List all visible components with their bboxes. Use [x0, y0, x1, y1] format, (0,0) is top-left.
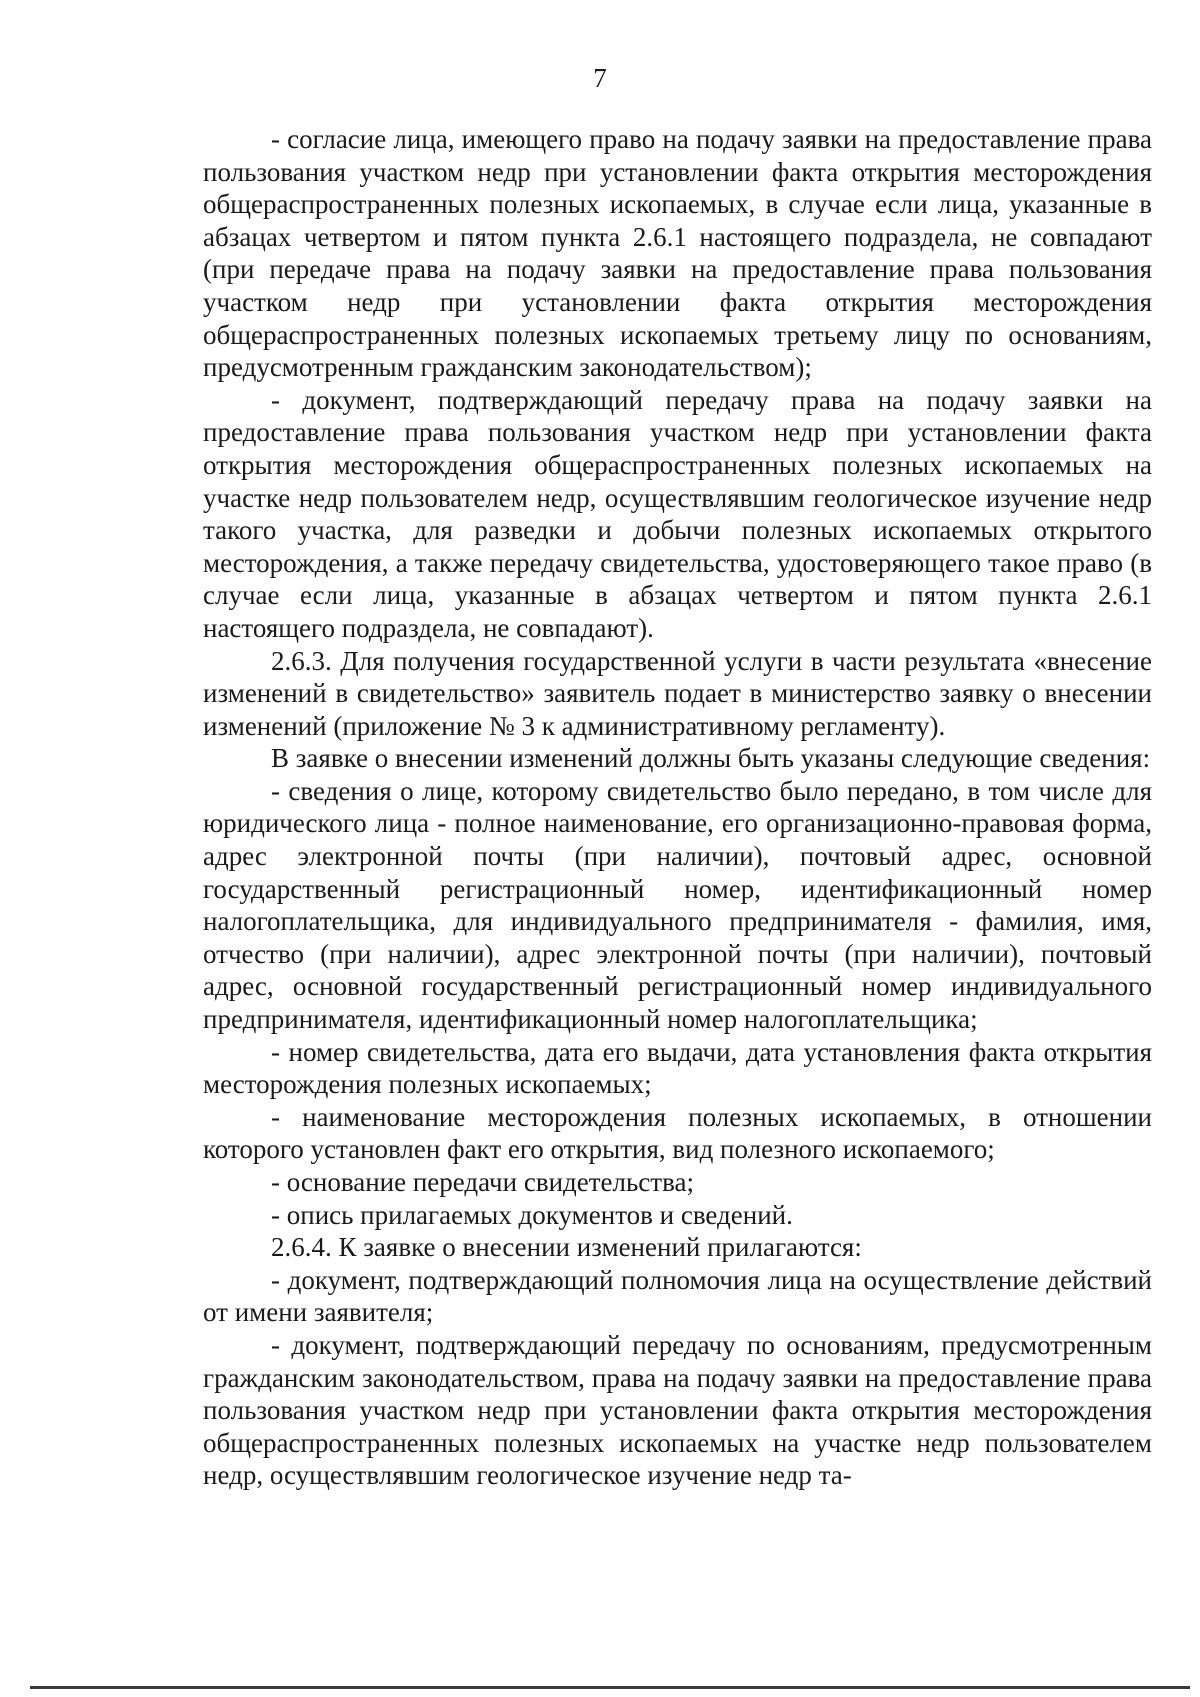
paragraph-authority-document: - документ, подтверждающий полномочия лица на осуществление действий от имени заявителя;: [203, 1264, 1152, 1328]
paragraph-application-contents: В заявке о внесении изменений должны быть указаны следующие сведения:: [271, 743, 1151, 774]
document-body: [203, 123, 1152, 1492]
paragraph-person-details: - сведения о лице, которому свидетельство было передано, в том числе для юридического лица - полное наименование, его организационно-правовая форма, адрес электронной почты (при наличии), почтовый адрес, основной государственный регистрационный номер, идентификационный номер налогоплательщика, для индивидуального предпринимателя - фамилия, имя, отчество (при наличии), адрес электронной почты (при наличии), почтовый адрес, основной государственный регистрационный номер индивидуального предпринимателя, идентификационный номер налогоплательщика;: [203, 775, 1152, 1035]
paragraph-transfer-basis: - основание передачи свидетельства;: [271, 1167, 694, 1197]
paragraph-rights-transfer-document: - документ, подтверждающий передачу по основаниям, предусмотренным гражданским законодательством, права на подачу заявки на предоставление права пользования участком недр при установлении факта открытия месторождения общераспространенных полезных ископаемых на участке недр пользователем недр, осуществлявшим геологическое изучение недр та-: [203, 1329, 1152, 1491]
paragraph-certificate-number: - номер свидетельства, дата его выдачи, дата установления факта открытия месторождения полезных ископаемых;: [203, 1036, 1152, 1100]
paragraph-deposit-name: - наименование месторождения полезных ископаемых, в отношении которого установлен факт его открытия, вид полезного ископаемого;: [203, 1101, 1152, 1165]
page-number: 7: [593, 63, 607, 93]
paragraph-transfer-document: - документ, подтверждающий передачу права на подачу заявки на предоставление права пользования участком недр при установлении факта открытия месторождения общераспространенных полезных ископаемых на участке недр пользователем недр, осуществлявшим геологическое изучение недр такого участка, для разведки и добычи полезных ископаемых открытого месторождения, а также передачу свидетельства, удостоверяющего такое право (в случае если лица, указанные в абзацах четвертом и пятом пункта 2.6.1 настоящего подраздела, не совпадают).: [203, 384, 1152, 643]
scan-edge-line: [30, 1686, 1190, 1689]
paragraph-consent: - согласие лица, имеющего право на подачу заявки на предоставление права пользования участком недр при установлении факта открытия месторождения общераспространенных полезных ископаемых, в случае если лица, указанные в абзацах четвертом и пятом пункта 2.6.1 настоящего подраздела, не совпадают (при передаче права на подачу заявки на предоставление права пользования участком недр при установлении факта открытия месторождения общераспространенных полезных ископаемых третьему лицу по основаниям, предусмотренным гражданским законодательством);: [203, 124, 1152, 383]
paragraph-inventory: - опись прилагаемых документов и сведений.: [271, 1199, 793, 1230]
paragraph-2-6-3: 2.6.3. Для получения государственной услуги в части результата «внесение изменений в свидетельство» заявитель подает в министерство заявку о внесении изменений (приложение № 3 к административному регламенту).: [203, 645, 1152, 741]
paragraph-2-6-4: 2.6.4. К заявке о внесении изменений прилагаются:: [271, 1232, 862, 1263]
